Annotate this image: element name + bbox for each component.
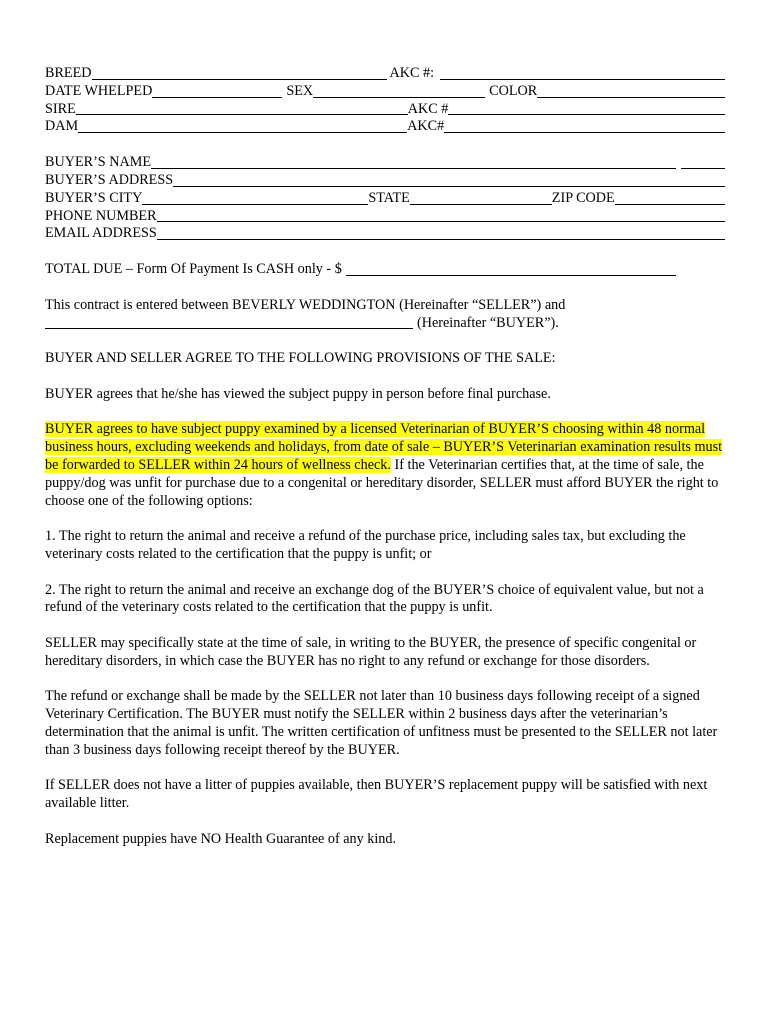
buyer-name-label: BUYER’S NAME [45, 154, 152, 171]
state-label: STATE [368, 189, 410, 206]
phone-number-label: PHONE NUMBER [45, 207, 157, 224]
clause-vet-exam [45, 421, 725, 510]
intro-line-2 [45, 315, 725, 333]
sire-field[interactable] [76, 101, 408, 116]
dam-akc-field[interactable] [444, 119, 725, 134]
color-field[interactable] [537, 83, 725, 98]
intro-line-1: This contract is entered between BEVERLY WEDDINGTON (Hereinafter “SELLER”) and [45, 296, 566, 313]
date-whelped-field[interactable] [152, 83, 282, 98]
buyer-name-row [45, 154, 725, 172]
intro-buyer-suffix: (Hereinafter “BUYER”). [417, 314, 559, 331]
contract-body [45, 65, 725, 848]
email-address-field[interactable] [157, 226, 725, 241]
clause-vet-highlighted: BUYER agrees to have subject puppy examined by a licensed Veterinarian of BUYER’S choosing within 48 normal business hours, excluding weekends and holidays, from date of sale – BUYER’S Veterinarian examination results must be forwarded to SELLER within 24 hours of wellness check. [45, 421, 723, 473]
buyer-city-row [45, 190, 725, 208]
akc-number-label: AKC #: [389, 65, 435, 81]
clause-litter: If SELLER does not have a litter of puppies available, then BUYER’S replacement puppy will be satisfied with next available litter. [45, 777, 708, 812]
phone-number-row [45, 208, 725, 226]
dam-row [45, 118, 725, 136]
buyer-name-extra-field[interactable] [681, 154, 725, 169]
clause-vet-rest: If the Veterinarian certifies that, at the time of sale, the puppy/dog was unfit for purchase due to a congenital or hereditary disorder, SELLER must afford BUYER the right to choose one of the following options: [45, 456, 719, 509]
clause-option-1: 1. The right to return the animal and receive a refund of the purchase price, including sales tax, but excluding the veterinary costs related to the certification that the puppy is unfit; or [45, 528, 686, 562]
zip-code-label: ZIP CODE [551, 189, 615, 206]
sire-label: SIRE [45, 100, 76, 117]
sex-label: SEX [286, 82, 314, 99]
dam-field[interactable] [78, 119, 407, 134]
dam-akc-label: AKC# [407, 118, 445, 135]
date-whelped-label: DATE WHELPED [45, 82, 153, 99]
date-whelped-row [45, 83, 725, 101]
zip-code-field[interactable] [615, 190, 725, 205]
sex-field[interactable] [313, 83, 485, 98]
provisions-heading: BUYER AND SELLER AGREE TO THE FOLLOWING PROVISIONS OF THE SALE: [45, 350, 556, 367]
dam-label: DAM [45, 118, 79, 135]
email-address-row [45, 225, 725, 243]
buyer-name-field[interactable] [151, 154, 676, 169]
buyer-address-row [45, 172, 725, 190]
clause-option-2: 2. The right to return the animal and receive an exchange dog of the BUYER’S choice of equivalent value, but not a refund of the veterinary costs related to the certification that the puppy is unfit. [45, 581, 704, 616]
total-due-row [45, 261, 725, 279]
color-label: COLOR [489, 82, 538, 99]
sire-row [45, 101, 725, 119]
sire-akc-label: AKC # [407, 100, 449, 117]
clause-timing: The refund or exchange shall be made by the SELLER not later than 10 business days following receipt of a signed Veterinary Certification. The BUYER must notify the SELLER within 2 business days after the veterinarian’s determination that the animal is unfit. The written certification of unfitness must be presented to the SELLER not later than 3 business days following receipt thereof by the BUYER. [45, 688, 718, 758]
clause-replacement: Replacement puppies have NO Health Guarantee of any kind. [45, 830, 397, 847]
clause-disclosure: SELLER may specifically state at the time of sale, in writing to the BUYER, the presence of specific congenital or hereditary disorders, in which case the BUYER has no right to any refund or exchange for those disorders. [45, 634, 697, 669]
phone-number-field[interactable] [157, 208, 725, 223]
buyer-address-label: BUYER’S ADDRESS [45, 171, 174, 188]
sire-akc-field[interactable] [448, 101, 725, 116]
buyer-name-intro-field[interactable] [45, 315, 413, 330]
state-field[interactable] [410, 190, 552, 205]
akc-number-field[interactable] [440, 65, 725, 80]
buyer-city-label: BUYER’S CITY [45, 189, 143, 206]
buyer-address-field[interactable] [173, 172, 725, 187]
email-address-label: EMAIL ADDRESS [45, 225, 157, 242]
breed-label: BREED [45, 65, 92, 81]
total-due-field[interactable] [346, 261, 676, 276]
buyer-city-field[interactable] [142, 190, 368, 205]
breed-row [45, 65, 725, 83]
clause-viewed: BUYER agrees that he/she has viewed the subject puppy in person before final purchase. [45, 385, 551, 402]
breed-field[interactable] [92, 65, 387, 80]
total-due-label: TOTAL DUE – Form Of Payment Is CASH only - $ [45, 261, 342, 278]
